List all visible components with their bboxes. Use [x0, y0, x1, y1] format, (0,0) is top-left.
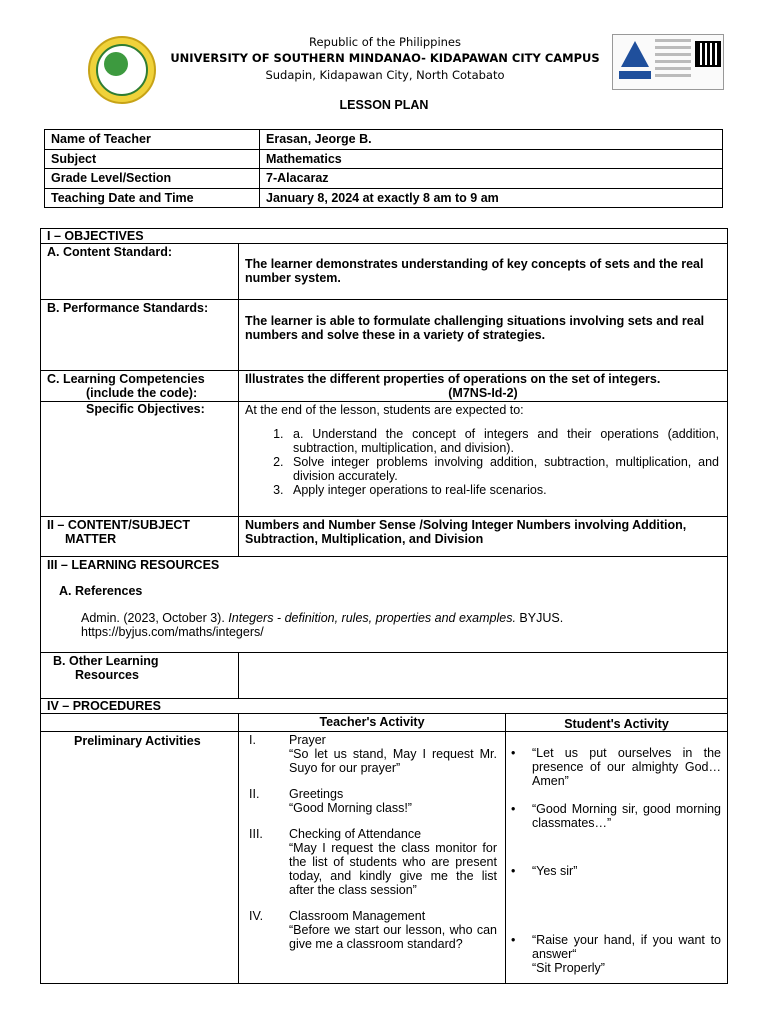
preliminary-activities-label: Preliminary Activities [41, 732, 239, 984]
list-item: • “Raise your hand, if you want to answer“ [532, 933, 721, 961]
student-activity-header: Student's Activity [506, 714, 728, 732]
specific-objectives-list [287, 427, 719, 497]
list-item: • “Let us put ourselves in the presence of our almighty God… Amen” [532, 746, 721, 788]
specific-objectives-cell [239, 402, 728, 517]
item-title: Prayer [289, 733, 326, 747]
item-title: Greetings [289, 787, 344, 801]
teacher-info-table [44, 129, 723, 208]
activity-header-blank [41, 714, 239, 732]
tuv-certification-icon [612, 34, 724, 90]
content-standard-label: A. Content Standard: [41, 244, 239, 300]
list-item: 3. Apply integer operations to real-life scenarios. [287, 483, 719, 497]
competency-text-cell [239, 371, 728, 402]
item-text: “So let us stand, May I request Mr. Suyo for our prayer” [289, 747, 497, 775]
reference-source: BYJUS. [515, 611, 564, 625]
resources-cell [41, 557, 728, 653]
info-label: Name of Teacher [45, 130, 260, 150]
table-row [45, 130, 723, 150]
competency-label [41, 371, 239, 402]
competency-label-line1: C. Learning Competencies [47, 372, 205, 386]
competency-code: (M7NS-Id-2) [448, 386, 518, 400]
info-value: Mathematics [260, 149, 723, 169]
republic-line: Republic of the Philippines [308, 35, 462, 49]
teacher-activity-list [239, 732, 505, 951]
other-resources-label-line1: B. Other Learning [53, 654, 159, 668]
qr-code-icon [695, 41, 721, 67]
other-resources-label [41, 653, 239, 699]
item-title: Classroom Management [289, 909, 426, 923]
university-name: UNIVERSITY OF SOUTHERN MINDANAO- KIDAPAWAN CITY CAMPUS [170, 51, 600, 65]
header-text [160, 34, 610, 83]
info-label: Grade Level/Section [45, 169, 260, 189]
content-text: Numbers and Number Sense /Solving Integer Numbers involving Addition, Subtraction, Multiplication, and Division [239, 517, 728, 557]
reference-url: https://byjus.com/maths/integers/ [81, 625, 264, 639]
content-standard-row [41, 244, 728, 300]
content-label-line2: MATTER [65, 532, 117, 546]
page-title: LESSON PLAN [339, 98, 429, 112]
list-item [249, 909, 497, 951]
table-row [45, 188, 723, 208]
specific-objectives-label: Specific Objectives: [41, 402, 239, 517]
list-item [249, 787, 497, 815]
item-text: “May I request the class monitor for the list of students who are present today, and kindly give me the list after the class session” [289, 841, 497, 897]
content-standard-text: The learner demonstrates understanding of key concepts of sets and the real number system. [239, 244, 728, 300]
info-label: Subject [45, 149, 260, 169]
objectives-heading: I – OBJECTIVES [41, 229, 728, 244]
other-resources-row [41, 653, 728, 699]
item-text: “Good Morning class!” [289, 801, 412, 815]
content-label-line1: II – CONTENT/SUBJECT [47, 518, 191, 532]
teacher-activity-cell [239, 732, 506, 984]
info-value: Erasan, Jeorge B. [260, 130, 723, 150]
item-number: IV. [249, 909, 264, 923]
performance-standard-text: The learner is able to formulate challenging situations involving sets and real numbers and solve these in a variety of strategies. [239, 300, 728, 371]
info-value: 7-Alacaraz [260, 169, 723, 189]
info-value: January 8, 2024 at exactly 8 am to 9 am [260, 188, 723, 208]
teacher-activity-header: Teacher's Activity [239, 714, 506, 732]
procedures-heading-row [41, 699, 728, 714]
performance-standard-row [41, 300, 728, 371]
resources-heading: III – LEARNING RESOURCES [47, 558, 220, 572]
activity-header-row [41, 714, 728, 732]
list-item: 1. a. Understand the concept of integers and their operations (addition, subtraction, multiplication, and division). [287, 427, 719, 455]
list-item: • “Good Morning sir, good morning classmates…” [532, 802, 721, 830]
info-label: Teaching Date and Time [45, 188, 260, 208]
procedures-heading: IV – PROCEDURES [41, 699, 728, 714]
other-resources-value [239, 653, 728, 699]
list-item: 2. Solve integer problems involving addition, subtraction, multiplication, and division accurately. [287, 455, 719, 483]
performance-standard-label: B. Performance Standards: [41, 300, 239, 371]
reference-authors: Admin. (2023, October 3). [81, 611, 229, 625]
content-label [41, 517, 239, 557]
list-item [249, 827, 497, 897]
objectives-heading-row [41, 229, 728, 244]
lesson-plan-table [40, 228, 728, 984]
specific-objectives-row [41, 402, 728, 517]
item-number: I. [249, 733, 256, 747]
student-activity-cell [506, 732, 728, 984]
competency-row [41, 371, 728, 402]
references-label: A. References [59, 584, 143, 598]
resources-row [41, 557, 728, 653]
student-extra-line: “Sit Properly” [532, 961, 605, 975]
specific-objectives-intro: At the end of the lesson, students are expected to: [245, 403, 524, 417]
list-item: • “Yes sir” [532, 864, 721, 878]
table-row [45, 169, 723, 189]
content-row [41, 517, 728, 557]
item-text: “Before we start our lesson, who can give me a classroom standard? [289, 923, 497, 951]
table-row [45, 149, 723, 169]
item-number: II. [249, 787, 260, 801]
reference-title: Integers - definition, rules, properties and examples. [228, 611, 516, 625]
document-header [0, 34, 768, 88]
item-title: Checking of Attendance [289, 827, 422, 841]
campus-address: Sudapin, Kidapawan City, North Cotabato [265, 68, 505, 82]
other-resources-label-line2: Resources [75, 668, 139, 682]
list-item [249, 733, 497, 775]
reference-citation [81, 611, 721, 625]
preliminary-activities-row [41, 732, 728, 984]
student-activity-list [506, 732, 727, 961]
competency-label-line2: (include the code): [86, 386, 198, 400]
competency-text: Illustrates the different properties of operations on the set of integers. [245, 372, 661, 386]
university-seal-icon [88, 36, 156, 104]
item-number: III. [249, 827, 263, 841]
